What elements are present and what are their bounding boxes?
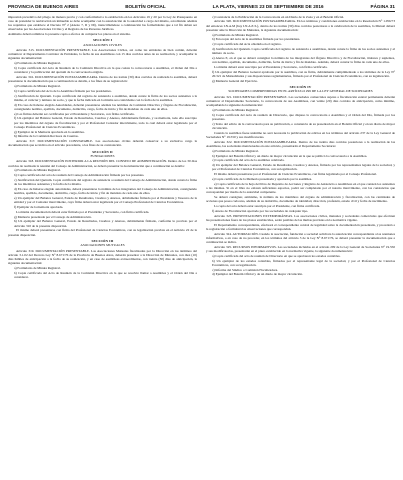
list-item: c) Justificación de Quórum. Copia certificada del registro de asistencia a asamblea, donde conste la firma de los socios asistentes a la misma, el carácter y número de socio, y que la fecha indicada en la misma sea coincidente con la fecha de la asamblea.: [14, 93, 197, 102]
section-heading: SECCIÓN I: [92, 38, 113, 43]
list-item: b) Copia certificada del Acta de la Asamblea firmada por los presidentes.: [14, 88, 112, 93]
article-paragraph: Artículo 316. DOCUMENTACIÓN POSTASAMBLEARIA. Dentro de los treinta (30) días corridos de realizada la asamblea, deberá presentarse la documentación que a continuación se detalla, a los fines de su registración:: [8, 74, 197, 84]
header-date: LA PLATA, VIERNES 23 DE SEPTIEMBRE DE 2016: [212, 4, 324, 9]
list-item: f) Anexo de Fiscalización aportado por las sociedades de cualquier tipo.: [212, 208, 309, 213]
list-item: d) En caso de haberse elegido autoridades, deberá presentarse la nómina de los integrantes del Consejo de Administración, consignando nombre, apellido, documento, domicilio, cargo, fecha de inicio y fin de mandato de cada uno de ellos.: [14, 187, 197, 196]
list-item: e) Anexo E, en el que se deberá consignar la nómina de los integrantes del Órgano Directivo y de Fiscalización, titulares y suplentes, con nombre, apellido, documento, domicilio, fecha de inicio y fin de mandato. Además, deberá constar la firma de cada uno de ellos.: [212, 55, 395, 65]
header-publication: BOLETÍN OFICIAL: [125, 4, 166, 9]
list-item: b) Fotocopia del Acta de la Asamblea firmada por los presidentes.: [212, 37, 301, 42]
list-item: b) Ejemplar del Boletín Oficial y un diario de mayor circulación en la que se publicó la convocatoria a la Asamblea.: [212, 153, 368, 158]
section-heading: SECCIÓN III: [91, 238, 114, 243]
list-item: d) Un ejemplar del Balance General, Estado de Resultados, Cuadros y Anexos, firmado por los representantes legales de la sociedad, y por el Profesional de Ciencias Económicas, con su legalización.: [212, 163, 395, 172]
list-item: b) Copia certificada del Acta de reunión de Directorio, que dispuso la convocatoria a Asamblea y el Orden del Día, firmada por los presentes.: [212, 112, 395, 121]
paragraph: impresión preventiva del pliego de manera previa y con conformidad a lo establecido en los Artículos 19 y 20 por la Ley de Presupuesto en caso de pretender la reubicación un inmueble se debe acompañar con la autorización de la autoridad a cargo del mismo, acreditando además los requisitos que establece el Decreto N° 2 (Anexo 7, II y III), transcribiéndose a continuación las formalidades que a tal fin deben ser observadas por las Asociaciones Civiles y el Registro de las Personas Jurídicas.: [8, 14, 197, 32]
section-heading: SECCIÓN IV: [289, 84, 312, 89]
header-province: PROVINCIA DE BUENOS AIRES: [8, 4, 79, 9]
article-paragraph: Artículo 319. DOCUMENTACIÓN PRESENTABLE. Las Asociaciones Mutuales fiscalizadas por la Dirección en los términos del artículo 3.1.02 del Decreto Ley N° 8.671/76 de la Provincia de Buenos Aires, deberán presentar a la Dirección de Mutuales, con diez (10) días hábiles de anticipación a la fecha de su realización, y en caso de asambleas extraordinarias, con treinta (30) días de anticipación, la siguiente documentación:: [8, 248, 197, 266]
article-paragraph: Se deberá consignar, asimismo, la nómina de los miembros del órgano de administración y fiscalización, con las cantidades de acciones que posea cada uno, además de su domicilio, documento de identidad, dirección, profesión, estado civil y fecha de nacimiento.: [206, 194, 395, 204]
left-column: [8, 15, 197, 280]
article-paragraph: Artículo 317. DOCUMENTACIÓN CONSTATABLE. Las asociaciones civiles deberán conservar a su exclusivo cargo la documentación que se indica en el artículo precedente, a los fines de su constatación.: [8, 139, 197, 148]
list-item: c) Constancia de la Publicación de la Convocatoria en un Diario de la Zona y en el Boletín Oficial.: [212, 14, 345, 19]
section-subtitle: FUNDACIONES: [90, 154, 115, 159]
article-paragraph: Artículo 323. PRESENTACIONES EXTEMPORÁNEAS. Las asociaciones civiles, mutuales y sociedades comerciales que efectúen las presentaciones fuera de los plazos establecidos, serán pasibles de las multas previstas en la normativa vigente.: [206, 213, 395, 222]
list-item: a) Formulario de Minuta Registral.: [212, 107, 259, 112]
list-item: c) Copia certificada del Acta obtenida en el registro.: [212, 42, 282, 47]
section-subtitle: ASOCIACIONES CIVILES: [83, 42, 122, 47]
article-paragraph: La misma deberá estar suscripta por el Presidente y Secretario, con firma certificada.: [214, 64, 328, 69]
article-paragraph: Artículo 322. DOCUMENTACIÓN POSTASAMBLEARIA. Dentro de los treinta días corridos posteriores a la realización de las Asambleas, las sociedades mencionadas en este artículo, presentarán al Departamento Societario:: [206, 139, 395, 148]
list-item: g) Memoria General del Ejercicio.: [212, 78, 258, 83]
list-item: e) Copia certificada de la Memoria presentada y aprobada por la asamblea.: [212, 176, 313, 181]
header-page-number: PÁGINA 31: [370, 4, 395, 9]
list-item: h) Un ejemplar del Balance General, Estado de Resultados, Cuadros y Anexos, debidamente firmado, conforme lo previsto por el Artículo 310 de la presente disposición.: [14, 219, 197, 228]
list-item: b) Copia certificada del Acta de Reunión de la Comisión Directiva en la que consta la convocatoria a Asamblea, el Orden del Día a considerar y la publicación del quórum de la convocatoria exigido.: [14, 65, 197, 75]
list-item: c) Informe del Síndico o Comisión Fiscalizadora.: [212, 267, 279, 272]
section-heading: SECCIÓN II: [92, 149, 113, 154]
right-column: [206, 15, 395, 280]
article-paragraph: Cuando la asamblea fuese unánime no será necesaria la publicación de edictos en los términos del artículo 237 de la Ley General de Sociedades N° 19.550 y sus modificatorias.: [206, 130, 395, 139]
list-item: a) Formulario de Minuta Registral.: [212, 32, 259, 37]
article-paragraph: Artículo 324. AUTORIZACIÓN. Cuando la asociación, fundación o sociedad solicitara la autorización correspondiente a las reuniones informativas, o en caso de no proceder, en los términos del artículo 3 de la Ley N° 8.671/76, se deberá presentar la documentación que a continuación se indica.: [206, 231, 395, 244]
list-item: h) Informe de la Comisión Revisora de Cuentas.: [14, 134, 79, 139]
list-item: b) Copia certificada del acta de reunión del Consejo de Administración firmada por los presentes.: [14, 173, 145, 178]
list-item: f) Un ejemplar del Balance General, Estado de Resultados, Cuadros y Anexos, debidamente firmado, y su memoria, todo ello suscripto por los miembros del órgano de fiscalización y por el Profesional Contador interviniente, todo lo cual deberá estar legalizado por el Consejo Profesional de Ciencias Económicas.: [14, 116, 197, 129]
list-item: a) Formulario de Minuta Registral.: [14, 266, 61, 271]
list-item: c) Justificación del Quórum. Copia certificada del registro de asistencia a reunión del Consejo de Administración, donde consta la firma de los miembros asistentes y la fecha de la misma.: [14, 178, 197, 187]
list-item: f) Un ejemplar del Balance General aprobado por la asamblea, con su firma, debidamente cumplimentado a los términos de la Ley N° 20.321 de Mutualidades y sus disposiciones reglamentarias, firmado por el Profesional de Ciencias Económicas, con su legalización.: [212, 69, 395, 78]
list-item: e) Un ejemplar del Balance General, Estado de Resultados, Cuadros y Anexos, debidamente firmado por el Presidente y Tesorero de la entidad y por el Contador interviniente, cuya firma deberá estar legalizada por el Consejo Profesional de Ciencias Económicas.: [14, 196, 197, 205]
list-item: a) Formulario de Minuta Registral.: [14, 83, 61, 88]
paragraph: Asimismo deberá remitirse la presente copia a efectos de computar los plazos en el sistema.: [8, 31, 131, 36]
section-subtitle: ASOCIACIONES MUTUALES: [80, 243, 125, 248]
page-header: [8, 4, 395, 12]
article-paragraph: Artículo 318. DOCUMENTACIÓN POSTERIOR A LA REUNIÓN DEL CONSEJO DE ADMINISTRACIÓN. Dentro de los 30 días corridos de realizada la reunión del Consejo de Administración, se deberá presentar la documentación que a continuación se detalla:: [8, 159, 197, 168]
article-paragraph: El mismo deberá presentarse con firma del Profesional de Ciencias Económicas, con su legalización prevista en el Artículo 22 de la presente disposición.: [8, 228, 197, 237]
text-columns: [8, 15, 395, 280]
list-item: a) Formulario de Minuta Registral.: [14, 61, 61, 66]
list-item: a) Formulario de Minuta Registral.: [212, 148, 259, 153]
list-item: d) Ejemplar del Boletín Oficial y de un diario de mayor circulación.: [212, 272, 303, 277]
list-item: b) Copia certificada del Acta de Reunión de la Comisión Directiva en la que se resolvió llamar a Asamblea y el Orden del Día a considerar.: [14, 270, 197, 280]
article-paragraph: El Departamento correspondiente, efectuará el correspondiente control de legalidad sobre la documentación presentada, y procederá a la registración o formulará las observaciones que correspondan.: [206, 222, 395, 231]
article-paragraph: Artículo 321. DOCUMENTACIÓN PRESENTABLE. Las sociedades comerciales sujetas a fiscalización estatal permanente deberán comunicar al Departamento Societario, la convocatoria de sus Asambleas, con veinte (20) días corridos de anticipación, como mínimo, acompañando la siguiente documentación:: [206, 94, 395, 108]
list-item: c) Texto del edicto de la convocatoria para su publicación, o constancia de su presentación en el Boletín Oficial y en un diario de mayor circulación.: [212, 121, 395, 130]
article-paragraph: e) Copia certificada de la hoja del libro de Depósito de Acciones y Registro de Asistencia a Asambleas en el que consten los asistentes a las mismas. Si en el libro no existen suficientes espacios, podrá ser completado por el notario interviniente, con las constancias que correspondan por medio de la autoridad competente.: [206, 181, 395, 195]
article-paragraph: Artículo 315. DOCUMENTACIÓN PRESENTABLE. Las Asociaciones Civiles, así como las entidades de bien común, deberán comunicar al Departamento Contralor de Entidades, la fecha de sus Asambleas con 15 días corridos antes de su realización, y acompañar la siguiente documentación:: [8, 47, 197, 61]
list-item: a) Formulario de Minuta Registral.: [14, 168, 61, 173]
list-item: g) Memoria presentada por el Consejo de Administración.: [14, 214, 92, 219]
section-subtitle: SOCIEDADES COMPRENDIDAS EN EL ARTÍCULO 299 DE LA LEY GENERAL DE SOCIEDADES: [228, 89, 373, 94]
list-item: a) Copia certificada del acta de reunión de Directorio en que se aprobaron los estados contables.: [212, 253, 341, 258]
list-item: f) Ejemplar de la memoria aprobada.: [14, 205, 64, 210]
list-item: d) Justificación del Quórum. Copia certificada del registro de asistencia a asambleas, donde conste la firma de los socios asistentes y el número de socio.: [212, 46, 395, 56]
list-item: c) Copia certificada del acta de la asamblea celebrada.: [212, 158, 285, 163]
article-paragraph: El mismo deberá presentarse por el Profesional de Ciencias Económicas, con firma legalizada por el Consejo Profesional.: [214, 172, 377, 177]
list-item: g) Ejemplar de la Memoria aprobada en la asamblea.: [14, 129, 85, 134]
article-paragraph: La copia del acta deberá estar suscripta por el Presidente, con firma certificada.: [214, 203, 321, 208]
list-item: d) En caso de haberse elegido Autoridades, deberán presentarse además las nóminas de Comisión Directiva y Órgano de Fiscalización, consignando nombre, apellido, documento, domicilio, cargo, fecha de inicio y fin de mandato de cada uno de ellos.: [14, 102, 197, 111]
article-paragraph: Artículo 320. DOCUMENTACIÓN POSTASAMBLEARIA. En los términos y condiciones establecidas en la Resolución N° 1.056/73 del entonces I.N.A.M (hoy I.N.A.E.S.), dentro de los treinta (30) días corridos posteriores a la celebración de la asamblea, la Mutual deberá presentar ante la Dirección de Mutuales, la siguiente documentación:: [206, 19, 395, 32]
article-paragraph: La misma documentación deberá estar firmada por el Presidente y Secretario, con firma certificada.: [16, 209, 150, 214]
list-item: e) Las firmas deberán ser certificadas por el Presidente y Secretario, con firma certificada.: [14, 111, 135, 116]
list-item: b) Un ejemplar de los estados contables, firmados por el representante legal de la sociedad, y por el Profesional de Ciencias Económicas, con su legalización.: [212, 258, 395, 267]
article-paragraph: Artículo 325. RECURSOS INFORMATIVOS. Las sociedades incluidas en el artículo 299 de la Ley General de Sociedades N° 19.550 y sus modificatorias, presentarán en el plazo establecido en la normativa vigente, la siguiente documentación:: [206, 244, 395, 253]
